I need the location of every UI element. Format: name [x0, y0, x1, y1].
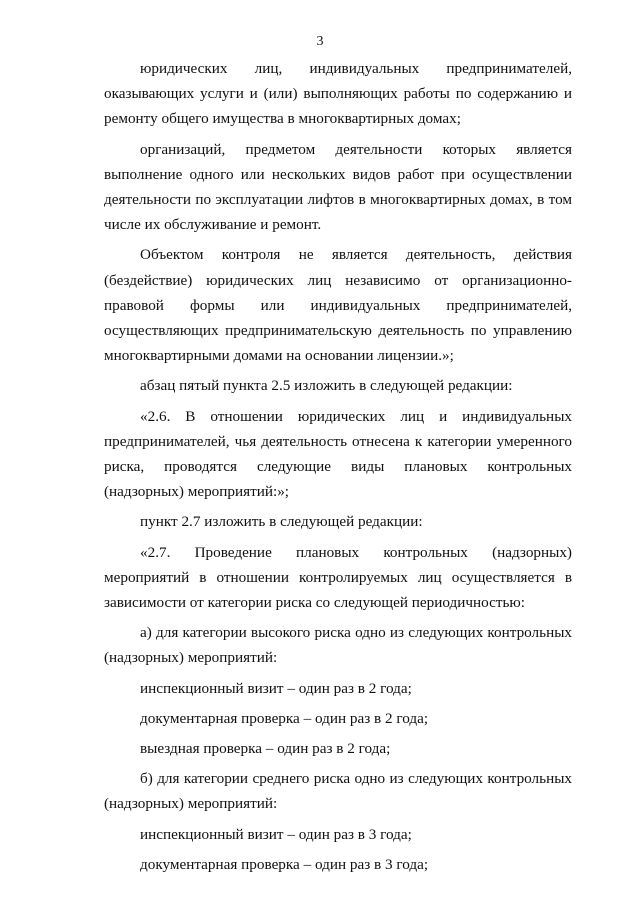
- paragraph-medium-risk: б) для категории среднего риска одно из следующих контрольных (надзорных) мероприятий:: [104, 770, 572, 813]
- document-body: [104, 56, 572, 877]
- paragraph-amend-2-7: пункт 2.7 изложить в следующей редакции:: [140, 513, 423, 531]
- paragraph-amend-2-5: абзац пятый пункта 2.5 изложить в следующей редакции:: [140, 377, 513, 395]
- list-item-high-inspection-visit: инспекционный визит – один раз в 2 года;: [140, 679, 412, 697]
- paragraph-elevator-organizations: организаций, предметом деятельности которых является выполнение одного или нескольких видов работ при осуществлении деятельности по эксплуатации лифтов в многоквартирных домах, в том числе их обслуживание и ремонт.: [104, 140, 572, 234]
- page-number: 3: [316, 34, 324, 49]
- list-item-medium-inspection-visit: инспекционный визит – один раз в 3 года;: [140, 825, 412, 843]
- list-item-high-onsite-check: выездная проверка – один раз в 2 года;: [140, 740, 391, 758]
- list-item-medium-documentary-check: документарная проверка – один раз в 3 года;: [140, 855, 429, 873]
- paragraph-entrepreneurs-services: юридических лиц, индивидуальных предпринимателей, оказывающих услуги и (или) выполняющих работы по содержанию и ремонту общего имущества в многоквартирных домах;: [104, 60, 572, 128]
- paragraph-clause-2-7: «2.7. Проведение плановых контрольных (надзорных) мероприятий в отношении контролируемых лиц осуществляется в зависимости от категории риска со следующей периодичностью:: [104, 543, 572, 612]
- list-item-high-documentary-check: документарная проверка – один раз в 2 года;: [140, 709, 429, 727]
- paragraph-high-risk: а) для категории высокого риска одно из следующих контрольных (надзорных) мероприятий:: [104, 624, 572, 667]
- paragraph-control-object: Объектом контроля не является деятельность, действия (бездействие) юридических лиц независимо от организационно-правовой формы или индивидуальных предпринимателей, осуществляющих предпринимательскую деятельность по управлению многоквартирными домами на основании лицензии.»;: [104, 246, 572, 365]
- paragraph-clause-2-6: «2.6. В отношении юридических лиц и индивидуальных предпринимателей, чья деятельность отнесена к категории умеренного риска, проводятся следующие виды плановых контрольных (надзорных) мероприятий:»;: [104, 407, 572, 501]
